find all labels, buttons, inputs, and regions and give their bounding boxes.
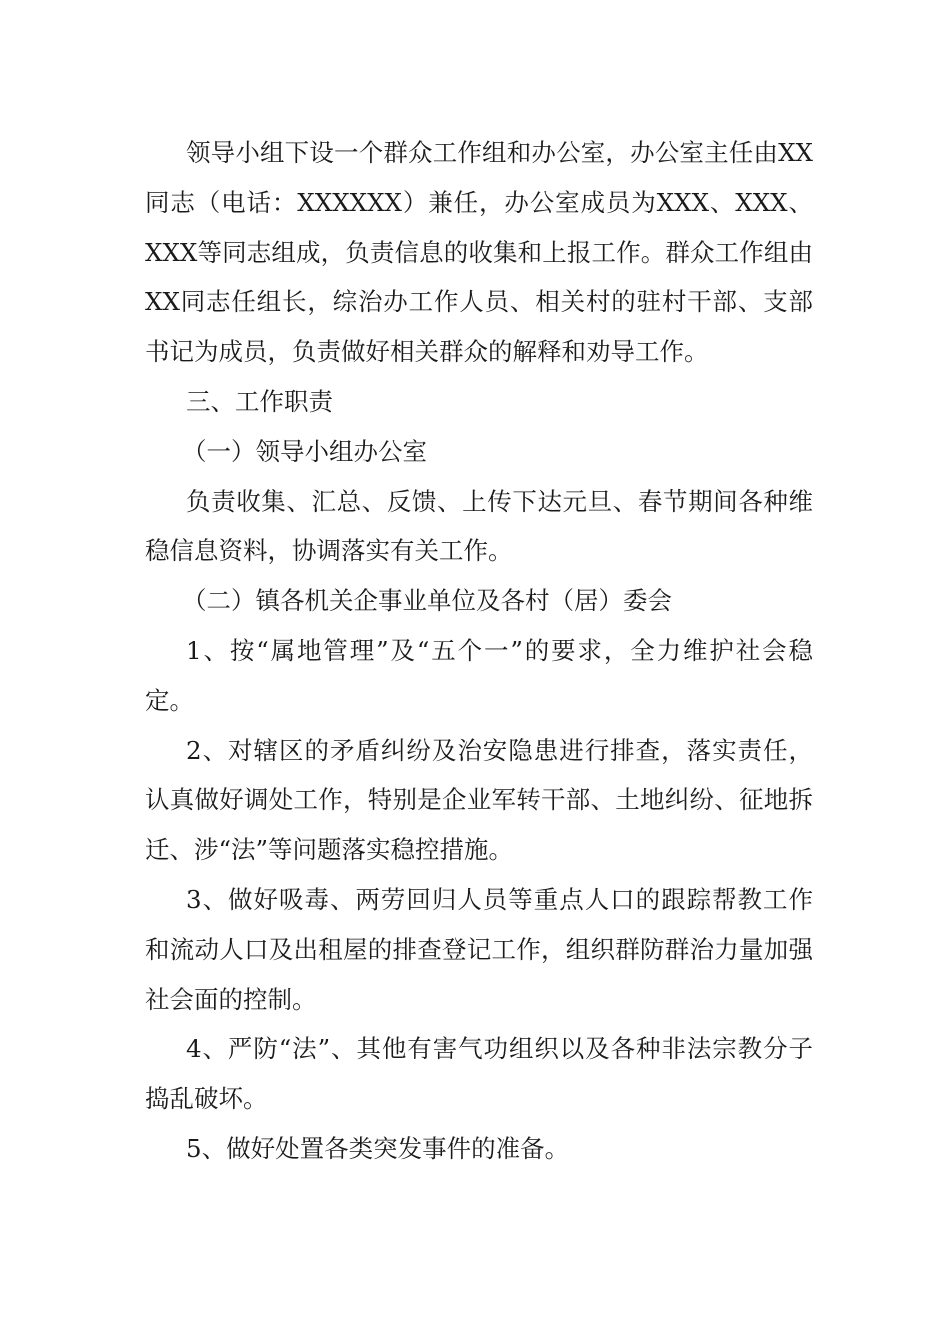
paragraph-office-setup: 领导小组下设一个群众工作组和办公室，办公室主任由XX同志（电话：XXXXXX）兼任，办公室成员为XXX、XXX、XXX等同志组成，负责信息的收集和上报工作。群众工作组由XX同志任组长，综治办工作人员、相关村的驻村干部、支部书记为成员，负责做好相关群众的解释和劝导工作。 [145, 138, 813, 367]
list-item-duty-2: 2、对辖区的矛盾纠纷及治安隐患进行排查，落实责任，认真做好调处工作，特别是企业军转干部、土地纠纷、征地拆迁、涉“法”等问题落实稳控措施。 [145, 735, 813, 865]
subheading-leading-group-office: （一）领导小组办公室 [182, 436, 427, 466]
list-item-duty-4: 4、严防“法”、其他有害气功组织以及各种非法宗教分子捣乱破坏。 [145, 1034, 813, 1114]
list-item-duty-1: 1、按“属地管理”及“五个一”的要求，全力维护社会稳定。 [145, 635, 813, 715]
section-heading-duties: 三、工作职责 [186, 386, 333, 416]
list-item-duty-5: 5、做好处置各类突发事件的准备。 [186, 1133, 570, 1163]
list-item-duty-3: 3、做好吸毒、两劳回归人员等重点人口的跟踪帮教工作和流动人口及出租屋的排查登记工作，组织群防群治力量加强社会面的控制。 [145, 884, 813, 1014]
subheading-town-units: （二）镇各机关企事业单位及各村（居）委会 [182, 586, 672, 616]
document-body [145, 128, 813, 1174]
paragraph-office-duties: 负责收集、汇总、反馈、上传下达元旦、春节期间各种维稳信息资料，协调落实有关工作。 [145, 486, 813, 566]
